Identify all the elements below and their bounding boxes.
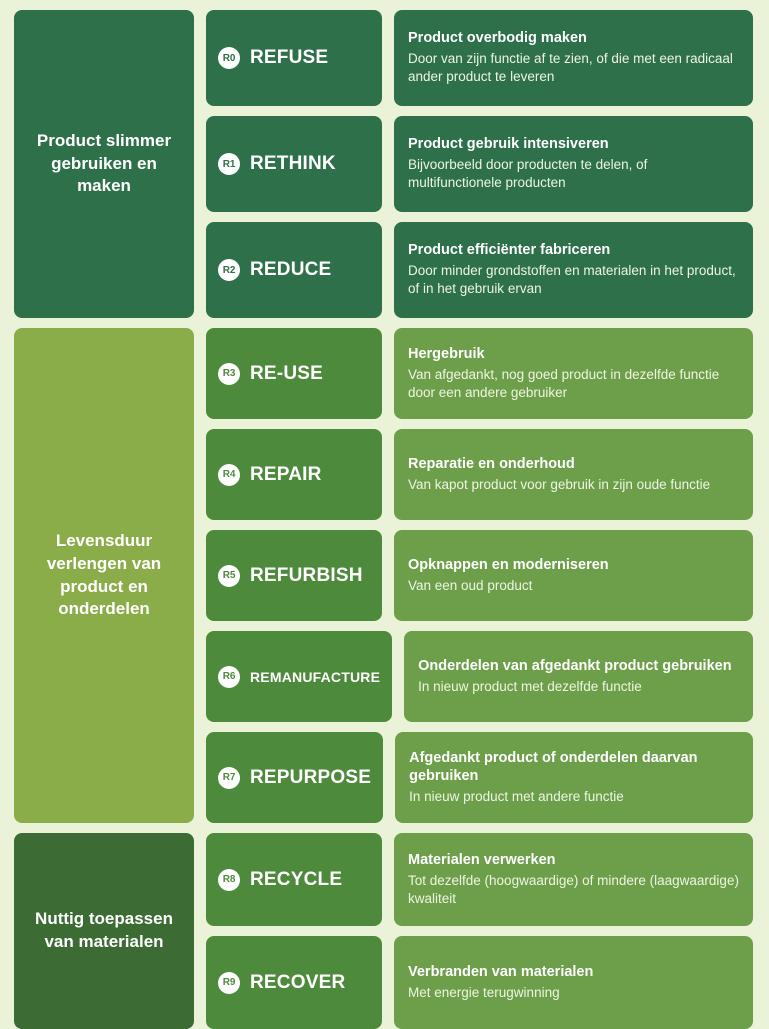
r-description-subtitle: Van een oud product — [408, 577, 533, 593]
r-description-r5 — [394, 530, 753, 621]
r-description-title: Materialen verwerken — [408, 851, 556, 868]
r-name-r9[interactable] — [206, 936, 382, 1029]
r-code-badge: R7 — [218, 767, 240, 789]
r-description-r8 — [394, 833, 753, 926]
group-label-2: Nuttig toepassen van materialen — [14, 833, 194, 1029]
r-description-subtitle: In nieuw product met andere functie — [409, 789, 624, 805]
r-description-r7 — [395, 732, 753, 823]
group-label-1: Levensduur verlengen van product en onderdelen — [14, 328, 194, 823]
r-name-r8[interactable] — [206, 833, 382, 926]
r-description-title: Verbranden van materialen — [408, 963, 594, 980]
r-code-badge: R9 — [218, 972, 240, 994]
r-description-subtitle: Door van zijn functie af te zien, of die met een radicaal ander product te leveren — [408, 51, 733, 85]
r-name-r2[interactable] — [206, 222, 382, 318]
r-strategy-label: REFUSE — [250, 47, 329, 68]
r-strategy-label: RECOVER — [250, 971, 346, 993]
r-row-r4 — [206, 429, 753, 520]
r-description-title: Product overbodig maken — [408, 30, 587, 47]
r-name-r7[interactable] — [206, 732, 383, 823]
r-description-r4 — [394, 429, 753, 520]
group-label-0: Product slimmer gebruiken en maken — [14, 10, 194, 318]
r-strategy-label: REMANUFACTURE — [250, 668, 381, 685]
r-row-r7 — [206, 732, 753, 823]
r-description-title: Product gebruik intensiveren — [408, 136, 609, 153]
r-code-badge: R2 — [218, 259, 240, 281]
r-strategy-label: REPURPOSE — [250, 766, 372, 788]
r-description-r9 — [394, 936, 753, 1029]
r-description-title: Onderdelen van afgedankt product gebruiken — [418, 657, 732, 674]
r-description-r3 — [394, 328, 753, 419]
r-row-r5 — [206, 530, 753, 621]
r-description-r0 — [394, 10, 753, 106]
r-description-subtitle: Van kapot product voor gebruik in zijn oude functie — [408, 476, 711, 492]
r-strategy-label: RECYCLE — [250, 868, 343, 890]
r-description-subtitle: Door minder grondstoffen en materialen in het product, of in het gebruik ervan — [408, 263, 736, 297]
r-name-r5[interactable] — [206, 530, 382, 621]
r-description-subtitle: Met energie terugwinning — [408, 984, 560, 1000]
r-description-title: Opknappen en moderniseren — [408, 556, 609, 573]
group-nuttig-toepassen — [14, 833, 753, 1029]
r-name-r1[interactable] — [206, 116, 382, 212]
group-rows-2 — [206, 833, 753, 1029]
r-code-badge: R8 — [218, 869, 240, 891]
r-row-r8 — [206, 833, 753, 926]
r-strategy-label: REDUCE — [250, 259, 332, 280]
r-description-title: Product efficiënter fabriceren — [408, 242, 611, 259]
r-row-r6 — [206, 631, 753, 722]
r-description-title: Afgedankt product of onderdelen daarvan gebruiken — [409, 749, 698, 785]
r-strategy-label: REFURBISH — [250, 564, 363, 586]
r-code-badge: R4 — [218, 464, 240, 486]
r-name-r4[interactable] — [206, 429, 382, 520]
r-name-r6[interactable] — [206, 631, 392, 722]
r-code-badge: R0 — [218, 47, 240, 69]
r-description-subtitle: Bijvoorbeeld door producten te delen, of multifunctionele producten — [408, 157, 648, 191]
group-rows-1 — [206, 328, 753, 823]
r-description-r1 — [394, 116, 753, 212]
r-description-subtitle: Tot dezelfde (hoogwaardige) of mindere (laagwaardige) kwaliteit — [408, 872, 739, 906]
group-levensduur-verlengen — [14, 328, 753, 823]
group-rows-0 — [206, 10, 753, 318]
r-strategy-label: RETHINK — [250, 153, 336, 174]
r-row-r3 — [206, 328, 753, 419]
r-strategy-label: RE-USE — [250, 362, 323, 384]
r-description-r6 — [404, 631, 753, 722]
group-product-slimmer-gebruiken — [14, 10, 753, 318]
r-row-r9 — [206, 936, 753, 1029]
r-description-subtitle: Van afgedankt, nog goed product in dezelfde functie door een andere gebruiker — [408, 366, 720, 400]
r-description-title: Reparatie en onderhoud — [408, 455, 575, 472]
r-name-r3[interactable] — [206, 328, 382, 419]
r-row-r2 — [206, 222, 753, 318]
r-row-r0 — [206, 10, 753, 106]
r-code-badge: R1 — [218, 153, 240, 175]
r-code-badge: R5 — [218, 565, 240, 587]
r-description-subtitle: In nieuw product met dezelfde functie — [418, 678, 642, 694]
r-description-title: Hergebruik — [408, 345, 485, 362]
r-strategy-label: REPAIR — [250, 463, 322, 485]
r-row-r1 — [206, 116, 753, 212]
r-code-badge: R6 — [218, 666, 240, 688]
r-description-r2 — [394, 222, 753, 318]
r-name-r0[interactable] — [206, 10, 382, 106]
r-code-badge: R3 — [218, 363, 240, 385]
